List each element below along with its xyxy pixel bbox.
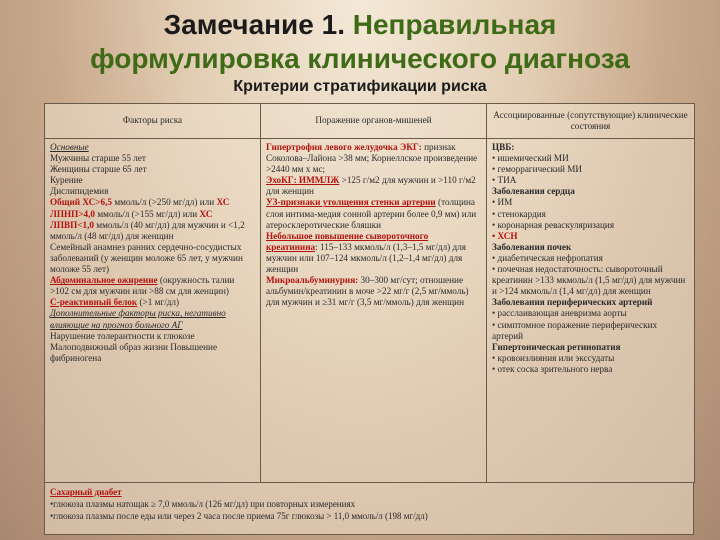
cvd-item: • ишемический МИ	[492, 153, 689, 164]
heart-item: • ИМ	[492, 197, 689, 208]
risk-line: Дислипидемия	[50, 186, 109, 197]
ultrasound-line: УЗ-признаки утолщения стенки артерии (толщина слоя интима-медия сонной артерии более 0,9 мм) или атеросклеротические бляшки	[266, 197, 477, 230]
header-associated: Ассоциированные (сопутствующие) клинические состояния	[487, 104, 695, 139]
kidney-item: • диабетическая нефропатия	[492, 253, 689, 264]
kidney-item: • почечная недостаточность: сывороточный креатинин >133 мкмоль/л (1,5 мг/дл) для мужчин и >124 мкмоль/л (1,4 мг/дл) для женщин	[492, 264, 689, 297]
cell-risk-factors	[45, 139, 261, 483]
slide-title	[0, 8, 720, 76]
diabetes-line: •глюкоза плазмы после еды или через 2 часа после приема 75г глюкозы > 11,0 ммоль/л (198 мг/дл)	[50, 511, 428, 521]
slide-subtitle: Критерии стратификации риска	[233, 78, 487, 95]
lvh-line: Гипертрофия левого желудочка ЭКГ: признак Соколова–Лайона >38 мм; Корнеллское произведение >2440 мм х мс;	[266, 142, 478, 175]
header-risk-factors: Факторы риска	[45, 104, 261, 139]
title-prefix: Замечание 1.	[163, 9, 353, 40]
retina-heading: Гипертоническая ретинопатия	[492, 341, 621, 352]
arteries-item: • симптомное поражение периферических артерий	[492, 320, 689, 342]
basic-heading: Основные	[50, 142, 89, 152]
risk-line: Женщины старше 65 лет	[50, 164, 147, 175]
table-header-row	[45, 104, 695, 139]
diabetes-heading: Сахарный диабет	[50, 487, 122, 497]
microalbuminuria-line: Микроальбуминурия: 30–300 мг/сут; отношение альбумин/креатинин в моче >22 мг/г (2,5 мг/ммоль) для мужчин и ≥31 мг/г (3,5 мг/ммоль) для женщин	[266, 275, 469, 308]
diabetes-row	[44, 483, 694, 535]
creatinine-line: Небольшое повышение сывороточного креатинина: 115–133 мкмоль/л (1,3–1,5 мг/дл) для мужчин или 107–124 мкмоль/л (1,2–1,4 мг/дл) для женщин	[266, 230, 467, 275]
diabetes-line: •глюкоза плазмы натощак ≥ 7,0 ммоль/л (126 мг/дл) при повторных измерениях	[50, 499, 356, 509]
cvd-heading: ЦВБ:	[492, 142, 515, 152]
cvd-item: • ТИА	[492, 175, 689, 186]
echo-line: ЭхоКГ: ИММЛЖ >125 г/м2 для мужчин и >110 г/м2 для женщин	[266, 175, 476, 197]
cell-target-organs	[261, 139, 487, 483]
table-body-row	[45, 139, 695, 483]
cvd-item: • геморрагический МИ	[492, 164, 689, 175]
arteries-heading: Заболевания периферических артерий	[492, 297, 653, 308]
risk-line: Курение	[50, 175, 83, 186]
title-highlight: Неправильная	[352, 9, 557, 40]
family-history: Семейный анамнез ранних сердечно-сосудистых заболеваний (у женщин моложе 65 лет, у мужчин моложе 55 лет)	[50, 241, 243, 275]
arteries-item: • расслаивающая аневризма аорты	[492, 308, 689, 319]
crp-line: С-реактивный белок (>1 мг/дл)	[50, 297, 180, 308]
kidney-heading: Заболевания почек	[492, 241, 572, 252]
additional-text: Нарушение толерантности к глюкозе Малоподвижный образ жизни Повышение фибриногена	[50, 330, 218, 363]
heart-heading: Заболевания сердца	[492, 186, 575, 197]
title-line2: формулировка клинического диагноза	[90, 43, 630, 74]
heart-item: • коронарная реваскуляризация	[492, 220, 689, 231]
heart-item-chf: • ХСН	[492, 231, 689, 242]
obesity-line: Абдоминальное ожирение (окружность талии >102 см для мужчин или >88 см для женщин)	[50, 275, 235, 297]
additional-heading: Дополнительные факторы риска, негативно влияющие на прогноз больного АГ	[50, 308, 226, 330]
cholesterol-line: Общий ХС>6,5 ммоль/л (>250 мг/дл) или ХС ЛПНП>4,0 ммоль/л (>155 мг/дл) или ХС ЛПВП<1,0 ммоль/л (40 мг/дл) для мужчин и <1,2 ммоль/л (48 мг/дл) для женщин	[50, 197, 245, 241]
retina-item: • кровоизлияния или экссудаты	[492, 353, 689, 364]
risk-line: Мужчины старше 55 лет	[50, 153, 146, 164]
header-target-organs: Поражение органов-мишеней	[261, 104, 487, 139]
criteria-table	[44, 103, 695, 483]
cell-associated	[487, 139, 695, 483]
heart-item: • стенокардия	[492, 209, 689, 220]
retina-item: • отек соска зрительного нерва	[492, 364, 689, 375]
